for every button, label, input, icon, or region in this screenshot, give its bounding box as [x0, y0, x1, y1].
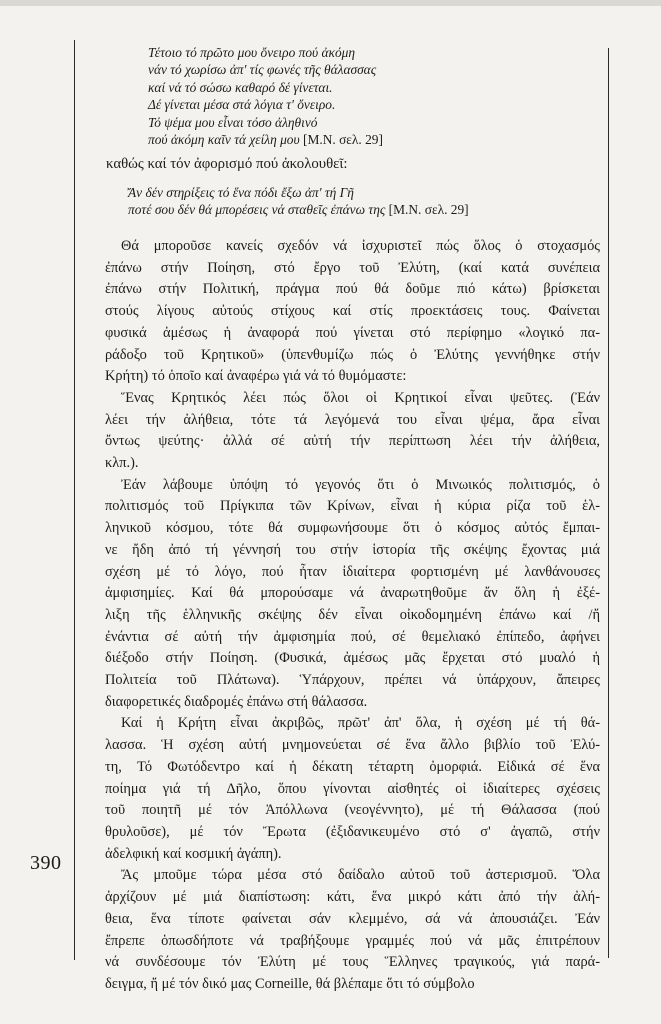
aphorism-reference: [Μ.Ν. σελ. 29] — [388, 202, 469, 218]
paragraph-line: Θά μποροῦσε κανείς σχεδόν νά ἰσχυριστεῖ πώς ὅλος ὁ στοχασμός — [121, 238, 600, 254]
verse-line-text: πού ἀκόμη καῖν τά χείλη μου — [148, 132, 300, 148]
paragraph-line: ἐπάνω στήν Ποίηση, στό ἔργο τοῦ Ἐλύτη, (καί κατά συνέπεια — [105, 259, 600, 276]
paragraph-line: θρυλοῦσε), μέ τόν Ἔρωτα (ἐξιδανικευμένο στό σ' ἀγαπῶ, στήν — [105, 823, 600, 840]
paragraph-line: νε ἤδη ἀπό τή γέννησή του στήν ἱστορία τῆς σκέψης ἔχοντας μιά — [105, 541, 600, 558]
paragraph-line: ληνικοῦ κόσμου, τότε θά συμφωνήσουμε ὅτι ὁ κόσμος αὐτός ἔμπαι- — [105, 520, 600, 537]
paragraph — [105, 236, 600, 388]
paragraph-line: ποίημα γιά τή Δῆλο, ὅπου γίνονται αἰσθητές οἱ ἰδιαίτερες σχέσεις — [105, 780, 600, 797]
paragraph — [105, 388, 600, 475]
paragraph-line: θεια, ἕνα τίποτε φαίνεται σάν κλεμμένο, σά νά ἀπουσιάζει. Ἐάν — [105, 910, 600, 927]
verse-line: νάν τό χωρίσω ἀπ' τίς φωνές τῆς θάλασσας — [148, 62, 377, 78]
paragraph-line: πολιτισμός τοῦ Πρίγκιπα τῶν Κρίνων, εἶναι ἡ κύρια ρίζα τοῦ ἑλ- — [105, 498, 600, 515]
verse-line: Τέτοιο τό πρῶτο μου ὄνειρο πού ἀκόμη — [148, 45, 356, 60]
paragraph-line: Ἕνας Κρητικός λέει πώς ὅλοι οἱ Κρητικοί εἶναι ψεῦτες. (Ἐάν — [121, 389, 600, 406]
paragraph-line: δειγμα, ἤ μέ τόν δικό μας Corneille, θά βλέπαμε ὅτι τό σύμβολο — [105, 975, 475, 992]
paragraph-line: ὄντως ψεύτης· ἀλλά σέ αὐτή τήν περίπτωση λέει τήν ἀλήθεια, — [105, 433, 600, 450]
paragraph-line: φυσικά ἀμέσως ἡ ἀναφορά πού γίνεται στό περίφημο «λογικό πα- — [105, 324, 600, 341]
aphorism-quotation — [128, 184, 598, 219]
paragraph — [105, 713, 600, 865]
verse-line: καί νά τό σώσω καθαρό δέ γίνεται. — [148, 79, 333, 95]
aphorism-line: Ἄν δέν στηρίξεις τό ἕνα πόδι ἔξω ἀπ' τή Γῆ — [128, 185, 354, 200]
paragraph-line: ἐπάνω στήν Πολιτική, πράγμα πού θά δοῦμε πιό κάτω) βρίσκεται — [105, 281, 600, 298]
paragraph-line: λιξη τῆς ἑλληνικῆς σκέψης δέν εἶναι οἰκοδομημένη ἐπάνω καί /ἤ — [105, 606, 600, 623]
paragraph-line: Καί ἡ Κρήτη εἶναι ἀκριβῶς, πρῶτ' ἀπ' ὅλα, ἡ σχέση μέ τή θά- — [121, 715, 600, 732]
aphorism-line-last — [128, 201, 598, 218]
paragraph-line: κλπ.). — [105, 455, 139, 472]
paragraph-line: νά συνδέσουμε τόν Ἐλύτη μέ τους Ἕλληνες τραγικούς, γιά παρά- — [105, 954, 600, 971]
right-margin-rule — [608, 48, 609, 958]
paragraph-line: σχέση μέ τό λόγο, πού ἦταν ἰδιαίτερα φορτισμένη μέ λανθάνουσες — [105, 563, 600, 580]
paragraph-line: ἀρχίζουν μέ μιά διαπίστωση: κάτι, ἕνα μικρό κάτι ἀπό τήν ἀλή- — [105, 889, 600, 906]
left-margin-rule — [74, 40, 75, 960]
verse-line-last — [148, 131, 588, 148]
scan-edge — [0, 0, 661, 6]
paragraph-line: ράδοξο τοῦ Κρητικοῦ» (ὑπενθυμίζω πώς ὁ Ἐλύτης γεννήθηκε στήν — [105, 346, 600, 363]
intro-line: καθώς καί τόν ἀφορισμό πού ἀκολουθεῖ: — [106, 156, 348, 172]
verse-quotation — [148, 44, 588, 148]
paragraph-line: τοῦ ποιητῆ μέ τόν Ἀπόλλωνα (νεογέννητο), μέ τή Θάλασσα (πού — [105, 802, 600, 819]
paragraph-line: λασσα. Ἡ σχέση αὐτή μνημονεύεται σέ ἕνα ἄλλο βιβλίο τοῦ Ἐλύ- — [105, 737, 600, 754]
verse-reference: [Μ.Ν. σελ. 29] — [303, 132, 383, 148]
paragraph — [105, 865, 600, 995]
page-number: 390 — [30, 852, 62, 874]
paragraph-line: ἐνάντια σέ αὐτή τήν ἀμφισημία πού, σέ θεμελιακό ἐπίπεδο, ἀφήνει — [105, 628, 600, 645]
paragraph-line: λέει τήν ἀλήθεια, τότε τά λεγόμενά του εἶναι ψέμα, ἄρα εἶναι — [105, 411, 600, 428]
aphorism-line-text: ποτέ σου δέν θά μπορέσεις νά σταθεῖς ἐπάνω της — [128, 202, 386, 218]
verse-line: Τό ψέμα μου εἶναι τόσο ἀληθινό — [148, 114, 318, 130]
paragraph-line: Κρήτη) τό ὁποῖο καί ἀναφέρω γιά νά τό θυμόμαστε: — [105, 368, 407, 385]
paragraph — [105, 475, 600, 714]
body-text — [105, 236, 600, 996]
paragraph-line: ἀμφισημίες. Καί θά μπορούσαμε νά ἀναρωτηθοῦμε ἄν ὅλη ἡ ἐξέ- — [105, 585, 600, 602]
paragraph-line: διέξοδο στήν Ποίηση. (Φυσικά, ἀμέσως μᾶς ἔρχεται στό μυαλό ἡ — [105, 650, 600, 667]
paragraph-line: στούς λίγους αὐτούς στίχους καί στίς προεκτάσεις τους. Φαίνεται — [105, 303, 600, 320]
paragraph-line: Ἐάν λάβουμε ὑπόψη τό γεγονός ὅτι ὁ Μινωικός πολιτισμός, ὁ — [121, 476, 600, 493]
paragraph-line: Πολιτεία τοῦ Πλάτωνα). Ὑπάρχουν, πρέπει νά ὑπάρχουν, ἄπειρες — [105, 672, 600, 689]
paragraph-line: διαφορετικές διαδρομές ἐπάνω στή θάλασσα. — [105, 693, 368, 710]
paragraph-line: τη, Τό Φωτόδεντρο καί ἡ δέκατη τέταρτη ὀμορφιά. Εἰδικά σέ ἕνα — [105, 758, 600, 775]
paragraph-line: ἀδελφική καί κοσμική ἀγάπη). — [105, 845, 282, 862]
paragraph-line: Ἄς μποῦμε τώρα μέσα στό δαίδαλο αὐτοῦ τοῦ ἀστερισμοῦ. Ὅλα — [121, 867, 600, 884]
paragraph-line: ἔπρεπε ὁπωσδήποτε νά τραβήξουμε γραμμές πού νά μᾶς ἐπιτρέπουν — [105, 932, 600, 949]
verse-line: Δέ γίνεται μέσα στά λόγια τ' ὄνειρο. — [148, 97, 336, 113]
